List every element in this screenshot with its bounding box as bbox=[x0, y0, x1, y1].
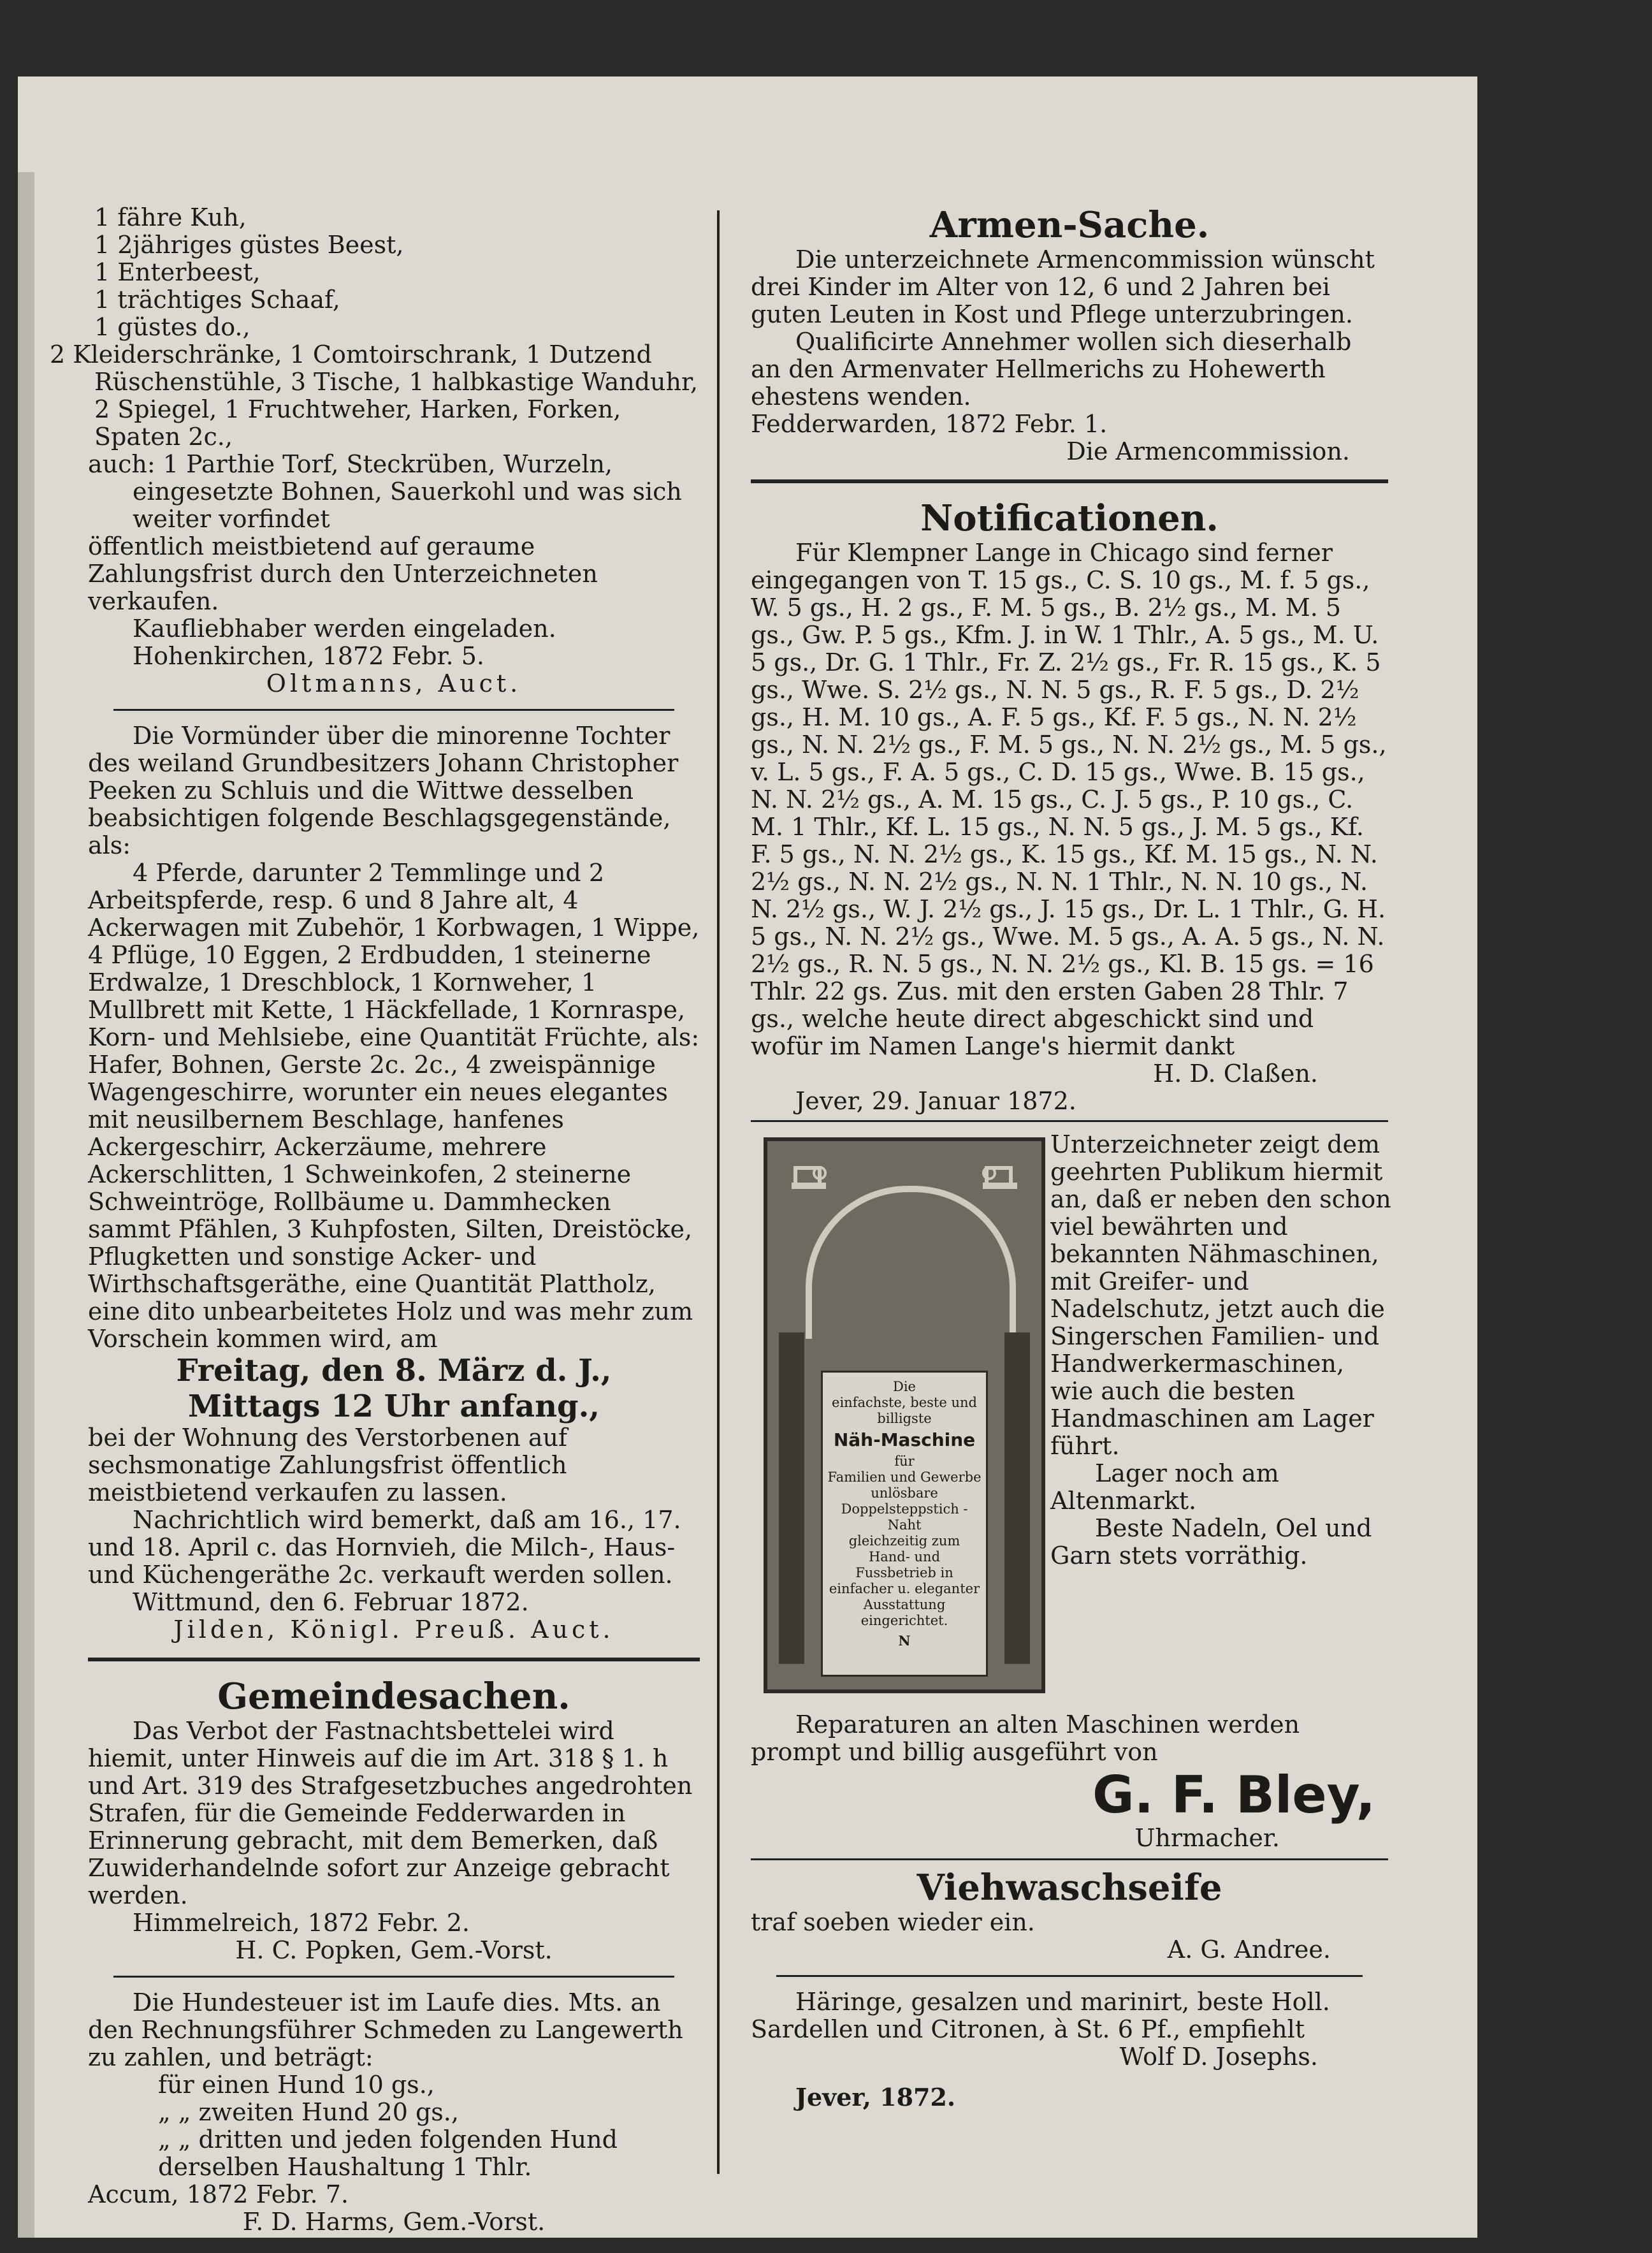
advertiser-name: G. F. Bley, bbox=[1092, 1765, 1375, 1825]
tax-line: „ „ zweiten Hund 20 gs., bbox=[158, 2098, 459, 2126]
donation-list: Für Klempner Lange in Chicago sind ferner eingegangen von T. 15 gs., C. S. 10 gs., M. f. 5 gs., W. 5 gs., H. 2 gs., F. M. 5 gs., B. 2½ gs., M. M. 5 gs., Gw. P. 5 gs., Kfm. J. in W. 1 Thlr., A. 5 gs., M. U. 5 gs., Dr. G. 1 Thlr., Fr. Z. 2½ gs., Fr. R. 15 gs., K. 5 gs., Wwe. S. 2½ gs., N. N. 5 gs., R. F. 5 gs., D. 2½ gs., H. M. 10 gs., A. F. 5 gs., Kf. F. 5 gs., N. N. 2½ gs., N. N. 2½ gs., F. M. 5 gs., N. N. 2½ gs., M. 5 gs., v. L. 5 gs., F. A. 5 gs., C. D. 15 gs., Wwe. B. 15 gs., N. N. 2½ gs., A. M. 15 gs., C. J. 5 gs., P. 10 gs., C. M. 1 Thlr., Kf. L. 15 gs., N. N. 5 gs., J. M. 5 gs., Kf. F. 5 gs., N. N. 2½ gs., K. 15 gs., Kf. M. 15 gs., N. N. 2½ gs., N. N. 2½ gs., N. N. 1 Thlr., N. N. 10 gs., N. N. 2½ gs., W. J. 2½ gs., J. 15 gs., Dr. L. 1 Thlr., G. H. 5 gs., N. N. 2½ gs., Wwe. M. 5 gs., A. A. 5 gs., N. N. 2½ gs., R. N. 5 gs., N. N. 2½ gs., Kl. B. 15 gs. = 16 Thlr. 22 gs. Zus. mit den ersten Gaben 28 Thlr. 7 gs., welche heute direct abgeschickt sind und wofür im Namen Lange's hiermit dankt bbox=[751, 539, 1387, 1060]
repair-text: Reparaturen an alten Maschinen werden prompt und billig ausgeführt von bbox=[751, 1710, 1300, 1766]
auction-body: öffentlich meistbietend auf geraume Zahlungsfrist durch den Unterzeichneten verkaufen. bbox=[88, 532, 598, 615]
ad-text: Häringe, gesalzen und marinirt, beste Holl. Sardellen und Citronen, à St. 6 Pf., empfiehlt bbox=[751, 1988, 1330, 2043]
auction-place-date: Hohenkirchen, 1872 Febr. 5. bbox=[133, 642, 484, 670]
machine-ad-lager: Lager noch am Altenmarkt. bbox=[1050, 1459, 1279, 1515]
notificationen bbox=[751, 497, 1388, 1115]
auction-item: 1 fähre Kuh, bbox=[94, 203, 247, 231]
auction-item: 1 2jähriges güstes Beest, bbox=[94, 231, 404, 259]
auction-peeken bbox=[88, 722, 700, 1644]
tax-line: für einen Hund 10 gs., bbox=[158, 2071, 435, 2099]
section-heading: Gemeindesachen. bbox=[217, 1675, 570, 1717]
auction-signature: Jilden, Königl. Preuß. Auct. bbox=[173, 1615, 614, 1644]
ad-text: traf soeben wieder ein. bbox=[751, 1908, 1035, 1936]
ad-signature: Wolf D. Josephs. bbox=[1119, 2043, 1318, 2071]
plate-line: Die bbox=[893, 1379, 916, 1394]
separator bbox=[751, 1858, 1388, 1860]
separator bbox=[776, 1975, 1363, 1977]
plate-line: Familien und Gewerbe bbox=[827, 1469, 982, 1485]
plate-line: Doppelsteppstich - Naht bbox=[841, 1501, 968, 1533]
machine-ad-plate bbox=[821, 1371, 988, 1677]
advertiser-title: Uhrmacher. bbox=[1134, 1824, 1280, 1852]
machine-ad-text-block bbox=[1050, 1131, 1395, 1570]
gemeindesachen bbox=[88, 1675, 700, 1964]
sewing-machine-icon bbox=[786, 1154, 831, 1199]
section-heading: Armen-Sache. bbox=[929, 204, 1210, 246]
notice-signature: F. D. Harms, Gem.-Vorst. bbox=[242, 2208, 546, 2236]
pillar-right bbox=[1004, 1332, 1030, 1664]
auction-item: 1 Enterbeest, bbox=[94, 258, 261, 286]
notice-signature: H. D. Claßen. bbox=[1153, 1060, 1318, 1088]
machine-ad-text: Unterzeichneter zeigt dem geehrten Publikum hiermit an, daß er neben den schon viel bewährten und bekannten Nähmaschinen, mit Greifer- und Nadelschutz, jetzt auch die Singerschen Familien- und Handwerkermaschinen, wie auch die besten Handmaschinen am Lager führt. bbox=[1050, 1130, 1391, 1460]
notice-place-date: Fedderwarden, 1872 Febr. 1. bbox=[751, 410, 1108, 438]
separator-thick bbox=[751, 479, 1388, 483]
auction-invite: Kaufliebhaber werden eingeladen. bbox=[133, 615, 556, 643]
sewing-machine-engraving bbox=[764, 1137, 1045, 1693]
auction-oltmanns bbox=[50, 203, 700, 697]
separator bbox=[113, 1976, 674, 1978]
hundesteuer bbox=[88, 1989, 700, 2236]
separator bbox=[751, 1120, 1388, 1122]
viehwaschseife-ad bbox=[751, 1867, 1388, 1964]
auction-intro: Die Vormünder über die minorenne Tochter des weiland Grundbesitzers Johann Christopher Peeken zu Schluis und die Wittwe desselben beabsichtigen folgende Beschlagsgegenstände, als: bbox=[88, 722, 679, 859]
auction-items: 4 Pferde, darunter 2 Temmlinge und 2 Arbeitspferde, resp. 6 und 8 Jahre alt, 4 Ackerwagen mit Zubehör, 1 Korbwagen, 1 Wippe, 4 Pflüge, 10 Eggen, 2 Erdbudden, 1 steinerne Erdwalze, 1 Dreschblock, 1 Kornweher, 1 Mullbrett mit Kette, 1 Häckfellade, 1 Kornraspe, Korn- und Mehlsiebe, eine Quantität Früchte, als: Hafer, Bohnen, Gerste 2c. 2c., 4 zweispännige Wagengeschirre, worunter ein neues elegantes mit neusilbernem Beschlage, hanfenes Ackergeschirr, Ackerzäume, mehrere Ackerschlitten, 1 Schweinkofen, 2 steinerne Schweintröge, Rollbäume u. Dammhecken sammt Pfählen, 3 Kuhpfosten, Silten, Dreistöcke, Pflugketten und sonstige Acker- und Wirthschaftsgeräthe, eine Quantität Plattholz, eine dito unbearbeitetes Holz und was mehr zum Vorschein kommen wird, am bbox=[88, 859, 700, 1353]
ad-place-date: Jever, 1872. bbox=[795, 2083, 956, 2111]
auction-date-line: Freitag, den 8. März d. J., bbox=[176, 1353, 612, 1389]
right-column bbox=[751, 204, 1391, 2111]
left-column bbox=[50, 203, 700, 2236]
notice-place-date: Jever, 29. Januar 1872. bbox=[795, 1087, 1076, 1115]
notice-signature: Die Armencommission. bbox=[1066, 437, 1350, 465]
plate-mark: N bbox=[898, 1633, 911, 1649]
auction-note: Nachrichtlich wird bemerkt, daß am 16., 17. und 18. April c. das Hornvieh, die Milch-, Haus- und Küchengeräthe 2c. verkauft werden sollen. bbox=[88, 1506, 681, 1589]
notice-text: Qualificirte Annehmer wollen sich dieserhalb an den Armenvater Hellmerichs zu Hohewerth ehestens wenden. bbox=[751, 328, 1352, 411]
separator bbox=[113, 709, 674, 711]
sewing-machine-icon bbox=[978, 1154, 1022, 1199]
pillar-left bbox=[779, 1332, 804, 1664]
notice-text: Die Hundesteuer ist im Laufe dies. Mts. an den Rechnungsführer Schmeden zu Langewerth zu zahlen, und beträgt: bbox=[88, 1988, 683, 2071]
plate-line: für bbox=[894, 1454, 915, 1469]
notice-signature: H. C. Popken, Gem.-Vorst. bbox=[235, 1936, 553, 1964]
auction-item: 2 Kleiderschränke, 1 Comtoirschrank, 1 Dutzend Rüschenstühle, 3 Tische, 1 halbkastige Wanduhr, 2 Spiegel, 1 Fruchtweher, Harken, Forken, Spaten 2c., bbox=[50, 340, 699, 451]
machine-ad-nadeln: Beste Nadeln, Oel und Garn stets vorräthig. bbox=[1050, 1514, 1372, 1570]
auction-time-line: Mittags 12 Uhr anfang., bbox=[187, 1389, 600, 1424]
notice-place-date: Himmelreich, 1872 Febr. 2. bbox=[133, 1909, 470, 1937]
auction-item: 1 trächtiges Schaaf, bbox=[94, 286, 340, 314]
auction-place-date: Wittmund, den 6. Februar 1872. bbox=[133, 1588, 529, 1616]
tax-line: „ „ dritten und jeden folgenden Hund derselben Haushaltung 1 Thlr. bbox=[158, 2125, 618, 2181]
auch-label: auch: bbox=[88, 450, 156, 478]
separator-thick bbox=[88, 1658, 700, 1661]
auch-text: 1 Parthie Torf, Steckrüben, Wurzeln, eingesetzte Bohnen, Sauerkohl und was sich weiter vorfindet bbox=[133, 450, 682, 533]
auction-auch bbox=[88, 451, 700, 533]
armen-sache bbox=[751, 204, 1388, 465]
auction-signature: Oltmanns, Auct. bbox=[266, 669, 522, 697]
previous-page-edge bbox=[18, 172, 34, 2238]
newspaper-page bbox=[18, 77, 1477, 2238]
plate-line: einfachste, beste und billigste bbox=[832, 1395, 977, 1426]
auction-body: bei der Wohnung des Verstorbenen auf sechsmonatige Zahlungsfrist öffentlich meistbietend verkaufen zu lassen. bbox=[88, 1424, 568, 1506]
notice-text: Das Verbot der Fastnachtsbettelei wird hiemit, unter Hinweis auf die im Art. 318 § 1. h und Art. 319 des Strafgesetzbuches angedrohten Strafen, für die Gemeinde Fedderwarden in Erinnerung gebracht, mit dem Bemerken, daß Zuwiderhandelnde sofort zur Anzeige gebracht werden. bbox=[88, 1717, 693, 1909]
plate-line: unlösbare bbox=[871, 1485, 938, 1501]
ornamental-arch bbox=[806, 1186, 1016, 1339]
ad-heading: Viehwaschseife bbox=[917, 1867, 1222, 1909]
notice-text: Die unterzeichnete Armencommission wünscht drei Kinder im Alter von 12, 6 und 2 Jahren bei guten Leuten in Kost und Pflege unterzubringen. bbox=[751, 245, 1375, 328]
haeringe-ad bbox=[751, 1988, 1388, 2111]
auction-item: 1 güstes do., bbox=[94, 313, 250, 341]
column-divider bbox=[717, 210, 720, 2174]
plate-product-name: Näh-Maschine bbox=[833, 1429, 976, 1450]
plate-line: gleichzeitig zum Hand- und Fussbetrieb in einfacher u. eleganter Ausstattung eingerichtet. bbox=[829, 1533, 980, 1628]
section-heading: Notificationen. bbox=[920, 497, 1219, 539]
naehmaschine-ad bbox=[751, 1130, 1391, 1705]
ad-signature: A. G. Andree. bbox=[1167, 1936, 1331, 1964]
notice-place-date: Accum, 1872 Febr. 7. bbox=[88, 2180, 349, 2208]
